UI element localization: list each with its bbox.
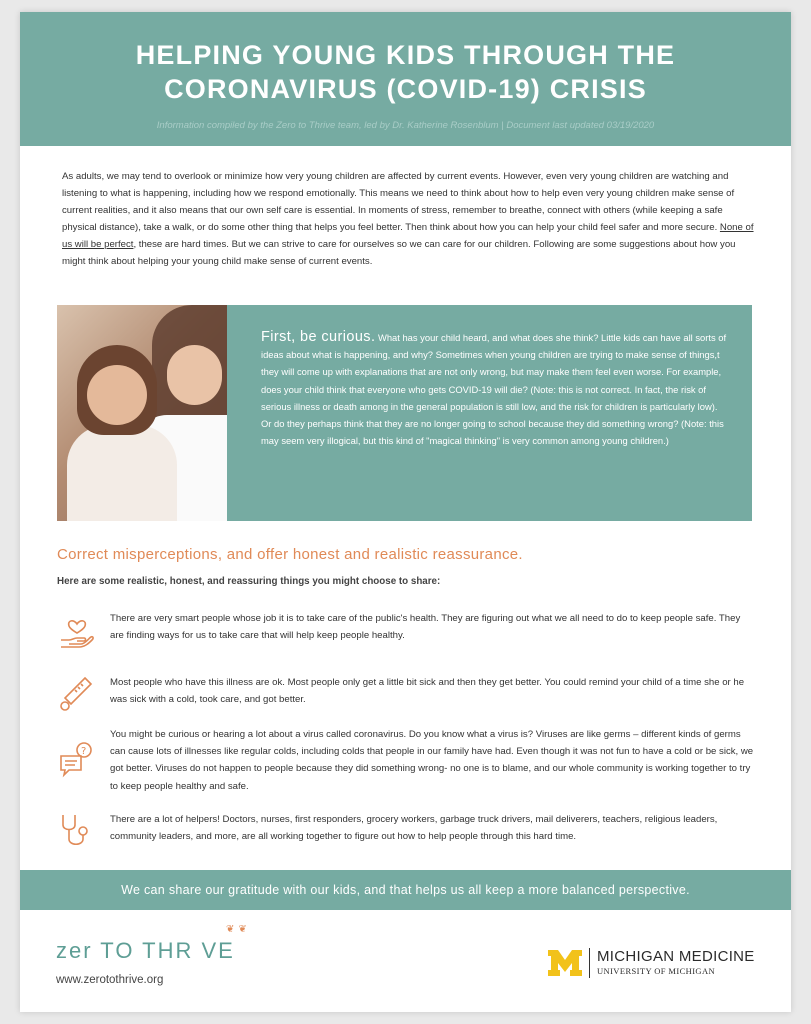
section-heading: Correct misperceptions, and offer honest and realistic reassurance. bbox=[57, 546, 523, 563]
curious-section bbox=[57, 305, 752, 521]
list-item-text: Most people who have this illness are ok. Most people only get a little bit sick and then they get better. You could remind your child of a time she or he was sick with a cold, took care, and got better. bbox=[110, 677, 745, 706]
curious-body: What has your child heard, and what does she think? Little kids can have all sorts of ideas about what is happening, and why? Sometimes when young children are trying to make sense of things,t they will come up with explanations that are not only wrong, but may make them feel even worse. For example, does your child think that everyone who gets COVID-19 will die? (Note: this is not correct. In fact, the risk of serious illness or death among in the general population is still low, and the risk for children is particularly low). Or do they perhaps think that they are no longer going to school because they did something wrong? (Note: this may seem very illogical, but this kind of "magical thinking" is very common among young children.) bbox=[261, 332, 727, 447]
heart-hand-icon bbox=[57, 610, 97, 650]
intro-text-before: As adults, we may tend to overlook or minimize how very young children are affected by current events. However, even very young children are watching and listening to what is happening, including how we respond emotionally. This means we need to think about how to help even very young children make sense of current realities, and it also means that our own self care is essential. In moments of stress, remember to breathe, connect with others (while keeping a safe physical distance), take a walk, or do some other thing that helps you feel better. Then think about how you can help your child feel safer and more secure. bbox=[62, 171, 735, 233]
intro-paragraph bbox=[62, 168, 754, 270]
intro-underlined: None of us will be perfect bbox=[62, 222, 754, 250]
mother-child-photo bbox=[57, 305, 227, 521]
title-line-1: HELPING YOUNG KIDS THROUGH THE bbox=[135, 40, 676, 70]
header-banner bbox=[20, 12, 791, 146]
footer bbox=[20, 910, 791, 1012]
list-item-text: There are a lot of helpers! Doctors, nurses, first responders, grocery workers, garbage truck drivers, mail deliverers, teachers, religious leaders, community leaders, and more, are all working together to figure out how to help people through this hard time. bbox=[110, 814, 718, 843]
gratitude-banner: We can share our gratitude with our kids, and that helps us all keep a more balanced perspective. bbox=[20, 870, 791, 910]
page-title bbox=[20, 38, 791, 106]
zero-to-thrive-logo: zer TO THR VE ❦❦ bbox=[56, 924, 251, 963]
curious-lead: First, be curious. bbox=[261, 329, 376, 345]
curious-textbox bbox=[227, 305, 752, 521]
stethoscope-icon bbox=[57, 811, 97, 851]
michigan-medicine-name: MICHIGAN MEDICINE bbox=[597, 948, 755, 965]
block-m-icon bbox=[547, 948, 583, 978]
thermometer-icon bbox=[57, 674, 97, 714]
website-link[interactable]: www.zerotothrive.org bbox=[56, 974, 164, 986]
document-page bbox=[20, 12, 791, 1012]
birds-icon: ❦❦ bbox=[226, 924, 251, 935]
list-item-text: You might be curious or hearing a lot about a virus called coronavirus. Do you know what a virus is? Viruses are like germs – different kinds of germs can cause lots of illnesses like regular colds, including colds that people in our family have had. Even though it was not fun to have a cold or be sick, we got better. Viruses do not happen to people because they did something wrong- no one is to blame, and our whole community is working together to try to keep people healthy and safe. bbox=[110, 729, 754, 792]
list-item-text: There are very smart people whose job it is to take care of the public's health. They are figuring out what we all need to do to keep people safe. They are finding ways for us to take care that will help keep people healthy. bbox=[110, 613, 741, 642]
svg-text:?: ? bbox=[81, 746, 87, 757]
university-name: UNIVERSITY OF MICHIGAN bbox=[597, 966, 716, 976]
section-subheading: Here are some realistic, honest, and reassuring things you might choose to share: bbox=[57, 576, 441, 587]
page-subtitle: Information compiled by the Zero to Thrive team, led by Dr. Katherine Rosenblum | Document last updated 03/19/2020 bbox=[156, 120, 655, 131]
title-line-2: CORONAVIRUS (COVID-19) CRISIS bbox=[164, 74, 647, 104]
speech-bubbles-icon bbox=[57, 740, 97, 780]
intro-text-after: , these are hard times. But we can strive to care for ourselves so we can care for our children. Following are some suggestions about how you might think about helping your young child make sense of current events. bbox=[62, 239, 736, 267]
